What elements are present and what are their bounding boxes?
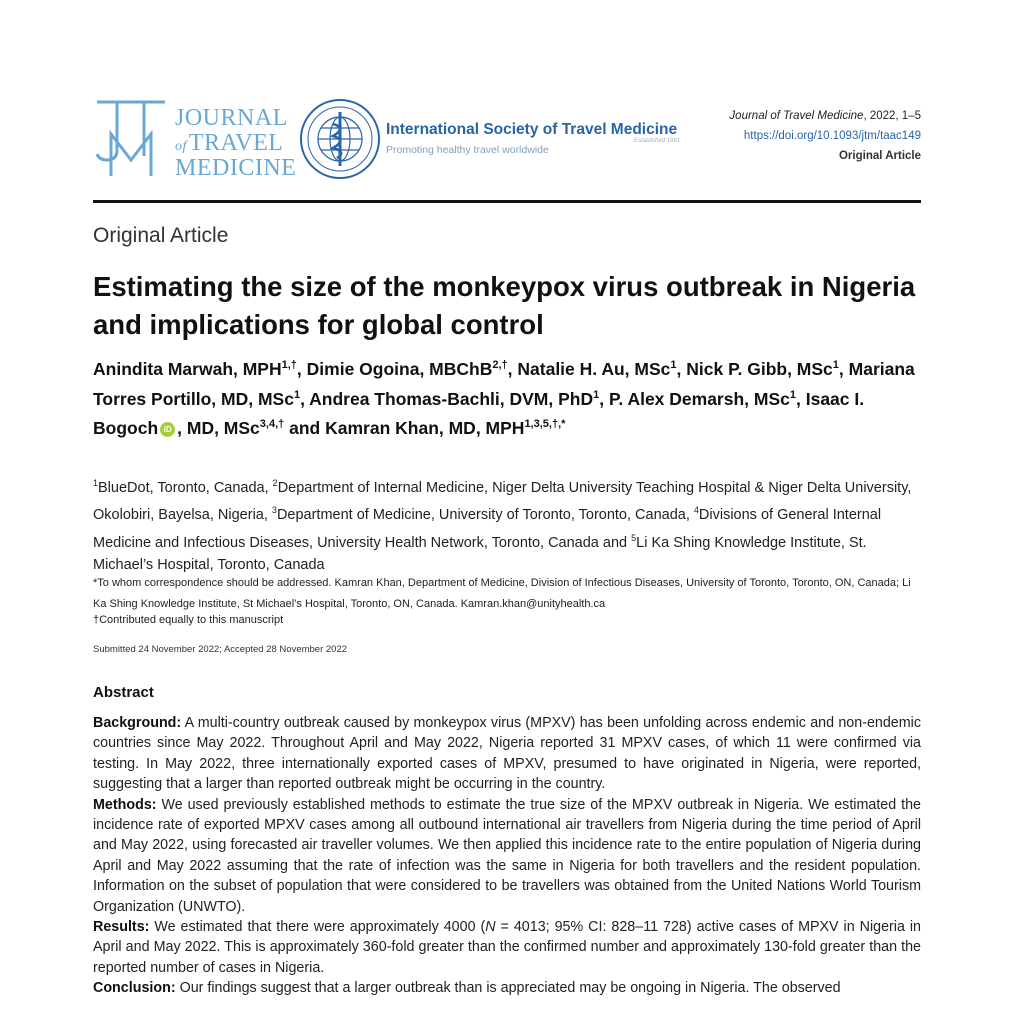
author-affil: 1 bbox=[593, 388, 600, 401]
abstract-conclusion bbox=[93, 978, 921, 998]
abstract-heading: Abstract bbox=[93, 684, 154, 701]
author-affil: 2,† bbox=[492, 359, 508, 371]
header-divider bbox=[93, 200, 921, 203]
jtm-logo bbox=[93, 98, 297, 181]
author-name: Nick P. Gibb, MSc bbox=[686, 358, 833, 379]
citation-journal bbox=[729, 106, 921, 126]
journal-year-pages: , 2022, 1–5 bbox=[863, 110, 921, 122]
author-affil: 1,3,5,†,* bbox=[524, 418, 566, 431]
affil-text: Divisions of General Internal Medicine and Infectious Diseases, University Health Network, Toronto, Canada and bbox=[93, 507, 882, 551]
abstract-methods bbox=[93, 795, 921, 917]
citation-block bbox=[729, 106, 921, 166]
background-text: A multi-country outbreak caused by monkeypox virus (MPXV) has been unfolding across endemic and non-endemic countries since May 2022. Throughout April and May 2022, Nigeria reported 31 MPXV cases, of which 11 were confirmed via testing. In May 2022, three internationally exported cases of MPXV, presumed to have originated in Nigeria, were reported, suggesting that a larger than reported outbreak might be occurring in the country. bbox=[93, 715, 921, 793]
jtm-wordmark bbox=[175, 106, 296, 181]
article-type: Original Article bbox=[838, 150, 921, 162]
journal-header bbox=[93, 92, 921, 192]
author bbox=[93, 359, 307, 379]
istm-tagline: Promoting healthy travel worldwide bbox=[386, 144, 549, 156]
affil-text: Department of Internal Medicine, Niger Delta University Teaching Hospital & Niger Delta University, Okolobiri, Bayelsa, Nigeria, bbox=[93, 479, 912, 524]
correspondence-note: *To whom correspondence should be addressed. Kamran Khan, Department of Medicine, Division of Infectious Diseases, University of Toronto, Toronto, ON, Canada; Li Ka Shing Knowledge Institute, St Michael’s Hospital, Toronto, ON, Canada. Kamran.khan@unityhealth.ca bbox=[93, 577, 911, 610]
author-sep: , bbox=[300, 388, 310, 409]
author-name: Anindita Marwah, MPH bbox=[93, 358, 282, 379]
affiliations bbox=[93, 472, 921, 576]
affil-text: BlueDot, Toronto, Canada, bbox=[98, 479, 273, 496]
author-name: Dimie Ogoina, MBChB bbox=[306, 358, 493, 379]
author bbox=[307, 359, 518, 379]
conclusion-label: Conclusion: bbox=[93, 980, 176, 997]
istm-established: Established 1991 bbox=[634, 138, 681, 144]
author-sep: and bbox=[284, 418, 326, 439]
methods-label: Methods: bbox=[93, 796, 157, 813]
abstract-background bbox=[93, 713, 921, 795]
author bbox=[686, 359, 848, 379]
affil-num: 1 bbox=[93, 478, 99, 488]
author bbox=[325, 418, 565, 438]
author-affil: 3,4,† bbox=[259, 418, 285, 431]
jtm-word-travel: TRAVEL bbox=[188, 130, 284, 156]
author-list bbox=[93, 352, 921, 441]
abstract-results bbox=[93, 917, 921, 978]
article-title: Estimating the size of the monkeypox virus outbreak in Nigeria and implications for global control bbox=[93, 271, 916, 340]
author-affil: 1 bbox=[832, 359, 839, 371]
author-affil: 1 bbox=[670, 359, 677, 371]
affil-text: Department of Medicine, University of Toronto, Toronto, Canada, bbox=[276, 507, 694, 524]
author-name: P. Alex Demarsh, MSc bbox=[608, 388, 790, 409]
author bbox=[309, 389, 609, 409]
equal-contribution-note: †Contributed equally to this manuscript bbox=[93, 614, 284, 626]
istm-name: International Society of Travel Medicine bbox=[386, 121, 678, 138]
results-label: Results: bbox=[93, 919, 150, 936]
affil-num: 3 bbox=[271, 505, 277, 516]
author-name: Isaac I. Bogoch bbox=[93, 388, 865, 439]
jtm-word-of: of bbox=[175, 139, 187, 154]
author-name: Mariana Torres Portillo, MD, MSc bbox=[93, 358, 915, 409]
jtm-word-journal: JOURNAL bbox=[175, 105, 288, 131]
background-label: Background: bbox=[93, 715, 182, 731]
author-sep: , bbox=[507, 358, 518, 379]
journal-name: Journal of Travel Medicine bbox=[729, 110, 864, 122]
author-name: Kamran Khan, MD, MPH bbox=[325, 418, 525, 439]
author bbox=[517, 359, 686, 379]
affil-num: 4 bbox=[693, 505, 699, 516]
results-n-symbol: N bbox=[485, 919, 496, 936]
author-affil: 1,† bbox=[281, 359, 297, 371]
submission-dates: Submitted 24 November 2022; Accepted 28 November 2022 bbox=[93, 644, 348, 655]
author-affil: 1 bbox=[789, 388, 796, 401]
methods-text: We used previously established methods to estimate the true size of the MPXV outbreak in Nigeria. We estimated the incidence rate of exported MPXV cases among all outbound international air travellers from Nigeria during the time period of April and May 2022, using forecasted air traveller volumes. We then applied this incidence rate to the entire population of Nigeria during April and May 2022 assuming that the rate of infection was the same in Nigeria for both travellers and the resident population. Information on the subset of population that were considered to be travellers was obtained from the United Nations World Tourism Organization (UNWTO). bbox=[93, 796, 921, 915]
results-text: We estimated that there were approximately 4000 ( bbox=[149, 919, 486, 936]
affil-text: Li Ka Shing Knowledge Institute, St. Michael’s Hospital, Toronto, Canada bbox=[93, 534, 867, 573]
jtm-monogram-icon bbox=[93, 98, 171, 178]
section-label: Original Article bbox=[93, 224, 229, 247]
author-name: Andrea Thomas-Bachli, DVM, PhD bbox=[309, 388, 594, 409]
doi-link[interactable]: https://doi.org/10.1093/jtm/taac149 bbox=[743, 130, 921, 142]
orcid-icon[interactable]: iD bbox=[160, 422, 175, 437]
abstract-body bbox=[93, 713, 921, 999]
author bbox=[609, 389, 806, 409]
author-sep: , bbox=[796, 388, 806, 409]
author-sep: , bbox=[296, 358, 307, 379]
author-degrees: , MD, MSc bbox=[177, 418, 260, 439]
istm-seal-icon bbox=[299, 98, 381, 180]
conclusion-text: Our findings suggest that a larger outbreak than is appreciated may be ongoing in Nigeria. The observed bbox=[175, 980, 841, 997]
results-text: = 4013; 95% CI: 828–11 728) active cases of MPXV in Nigeria in April and May 2022. This is approximately 360-fold greater than the confirmed number and approximately 130-fold greater than the reported number of cases in Nigeria. bbox=[93, 919, 922, 976]
author-sep: , bbox=[599, 388, 609, 409]
author-affil: 1 bbox=[293, 388, 301, 401]
author-sep: , bbox=[838, 358, 849, 379]
affil-num: 5 bbox=[631, 532, 637, 543]
author-sep: , bbox=[676, 358, 687, 379]
affil-num: 2 bbox=[272, 478, 278, 488]
author-name: Natalie H. Au, MSc bbox=[517, 358, 671, 379]
jtm-word-medicine: MEDICINE bbox=[175, 155, 297, 181]
